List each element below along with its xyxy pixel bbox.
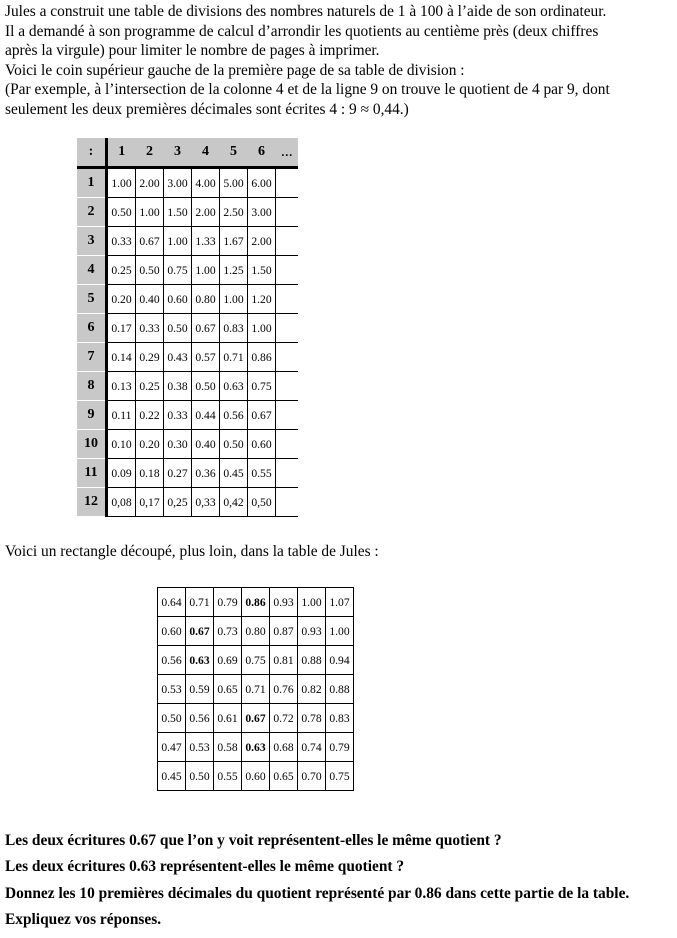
division-table-row (77, 459, 298, 488)
division-table (77, 138, 298, 517)
row-header: 7 (77, 343, 107, 372)
division-table-cell: 0.43 (164, 343, 192, 372)
division-table-cell: 0.86 (248, 343, 276, 372)
division-table-trailing-cell (276, 430, 299, 459)
rectangle-cell: 0.71 (242, 675, 270, 704)
column-header: 1 (107, 138, 136, 168)
rectangle-cell: 0.71 (186, 588, 214, 617)
division-table-cell: 0.09 (107, 459, 136, 488)
rectangle-cell: 0.74 (298, 733, 326, 762)
division-table-trailing-cell (276, 285, 299, 314)
division-table-cell: 5.00 (220, 168, 248, 198)
division-table-cell: 0.25 (136, 372, 164, 401)
division-table-trailing-cell (276, 488, 299, 517)
intro-line: seulement les deux premières décimales sont écrites 4 : 9 ≈ 0,44.) (5, 100, 409, 118)
rectangle-cell: 0.65 (214, 675, 242, 704)
division-table-trailing-cell (276, 314, 299, 343)
division-table-cell: 0.13 (107, 372, 136, 401)
division-table-cell: 0.75 (164, 256, 192, 285)
division-table-cell: 0.44 (192, 401, 220, 430)
rectangle-cell: 0.58 (214, 733, 242, 762)
division-table-row (77, 488, 298, 517)
division-table-cell: 0.60 (248, 430, 276, 459)
intro-line: après la virgule) pour limiter le nombre de pages à imprimer. (5, 42, 380, 60)
division-table-cell: 0.80 (192, 285, 220, 314)
rectangle-row (158, 733, 354, 762)
row-header: 4 (77, 256, 107, 285)
rectangle-cell: 0.53 (186, 733, 214, 762)
division-table-row (77, 256, 298, 285)
division-table-cell: 1.00 (107, 168, 136, 198)
division-table-cell: 0.55 (248, 459, 276, 488)
division-table-cell: 1.33 (192, 227, 220, 256)
intro-line: Il a demandé à son programme de calcul d’arrondir les quotients au centième près (deux chiffres (5, 22, 599, 40)
division-table-cell: 0.83 (220, 314, 248, 343)
row-header: 9 (77, 401, 107, 430)
intro-line: Jules a construit une table de divisions des nombres naturels de 1 à 100 à l’aide de son ordinateur. (5, 3, 607, 20)
division-table-cell: 0.67 (136, 227, 164, 256)
rectangle-cell: 0.63 (242, 733, 270, 762)
question-line: Les deux écritures 0.67 que l’on y voit représentent-elles le même quotient ? (5, 832, 502, 849)
rectangle-table (157, 587, 354, 791)
division-table-cell: 0,42 (220, 488, 248, 517)
division-table-cell: 0.67 (192, 314, 220, 343)
row-header: 3 (77, 227, 107, 256)
division-table-cell: 2.00 (248, 227, 276, 256)
rectangle-cell: 0.64 (158, 588, 186, 617)
division-table-cell: 1.67 (220, 227, 248, 256)
rectangle-cell: 0.65 (270, 762, 298, 791)
division-table-cell: 0.50 (107, 198, 136, 227)
rectangle-cell: 0.86 (242, 588, 270, 617)
division-table-cell: 0.20 (107, 285, 136, 314)
column-header: 4 (192, 138, 220, 168)
column-header-ellipsis: … (276, 138, 299, 168)
rectangle-row (158, 675, 354, 704)
division-table-cell: 2.00 (192, 198, 220, 227)
division-table-cell: 0.40 (136, 285, 164, 314)
rectangle-intro: Voici un rectangle découpé, plus loin, dans la table de Jules : (5, 543, 379, 560)
division-table-cell: 0.50 (192, 372, 220, 401)
division-table-cell: 0.67 (248, 401, 276, 430)
rectangle-cell: 0.75 (326, 762, 354, 791)
division-table-cell: 0.33 (164, 401, 192, 430)
question-line: Expliquez vos réponses. (5, 911, 162, 929)
division-table-cell: 0.33 (136, 314, 164, 343)
division-table-cell: 2.50 (220, 198, 248, 227)
rectangle-cell: 0.93 (270, 588, 298, 617)
division-table-cell: 6.00 (248, 168, 276, 198)
rectangle-cell: 0.78 (298, 704, 326, 733)
division-table-cell: 0.11 (107, 401, 136, 430)
division-table-cell: 1.00 (192, 256, 220, 285)
division-table-cell: 3.00 (164, 168, 192, 198)
rectangle-cell: 0.69 (214, 646, 242, 675)
rectangle-cell: 0.63 (186, 646, 214, 675)
rectangle-cell: 0.79 (214, 588, 242, 617)
division-table-cell: 2.00 (136, 168, 164, 198)
intro-text (5, 2, 675, 120)
rectangle-cell: 0.60 (242, 762, 270, 791)
division-table-cell: 0.38 (164, 372, 192, 401)
rectangle-cell: 0.70 (298, 762, 326, 791)
rectangle-row (158, 646, 354, 675)
division-table-cell: 1.00 (220, 285, 248, 314)
division-table-cell: 1.25 (220, 256, 248, 285)
rectangle-row (158, 588, 354, 617)
division-table-cell: 0.10 (107, 430, 136, 459)
division-table-row (77, 285, 298, 314)
rectangle-cell: 0.80 (242, 617, 270, 646)
row-header: 10 (77, 430, 107, 459)
division-table-cell: 0.56 (220, 401, 248, 430)
row-header: 8 (77, 372, 107, 401)
questions (5, 828, 675, 934)
column-header: 2 (136, 138, 164, 168)
division-table-cell: 0.60 (164, 285, 192, 314)
division-table-cell: 1.00 (248, 314, 276, 343)
row-header: 12 (77, 488, 107, 517)
intro-line: Voici le coin supérieur gauche de la première page de sa table de division : (5, 61, 465, 79)
division-table-cell: 1.50 (164, 198, 192, 227)
division-table-cell: 0.27 (164, 459, 192, 488)
division-table-cell: 0.75 (248, 372, 276, 401)
row-header: 2 (77, 198, 107, 227)
division-table-trailing-cell (276, 227, 299, 256)
division-table-trailing-cell (276, 198, 299, 227)
division-table-row (77, 430, 298, 459)
rectangle-cell: 0.56 (158, 646, 186, 675)
rectangle-cell: 0.88 (298, 646, 326, 675)
rectangle-cell: 1.00 (298, 588, 326, 617)
division-table-cell: 0,33 (192, 488, 220, 517)
rectangle-cell: 0.68 (270, 733, 298, 762)
division-table-cell: 0.33 (107, 227, 136, 256)
rectangle-cell: 0.82 (298, 675, 326, 704)
division-table-corner: : (77, 138, 107, 168)
intro-line: (Par exemple, à l’intersection de la colonne 4 et de la ligne 9 on trouve le quotient de 4 par 9, dont (5, 81, 610, 99)
rectangle-cell: 0.79 (326, 733, 354, 762)
rectangle-cell: 0.47 (158, 733, 186, 762)
question-line: Les deux écritures 0.63 représentent-elles le même quotient ? (5, 858, 405, 876)
question-line: Donnez les 10 premières décimales du quotient représenté par 0.86 dans cette partie de la table. (5, 884, 630, 902)
rectangle-cell: 0.94 (326, 646, 354, 675)
row-header: 1 (77, 168, 107, 198)
division-table-cell: 0,25 (164, 488, 192, 517)
rectangle-cell: 0.76 (270, 675, 298, 704)
division-table-trailing-cell (276, 401, 299, 430)
rectangle-cell: 0.73 (214, 617, 242, 646)
row-header: 11 (77, 459, 107, 488)
division-table-cell: 0.25 (107, 256, 136, 285)
rectangle-cell: 0.67 (242, 704, 270, 733)
division-table-row (77, 372, 298, 401)
division-table-cell: 0.17 (107, 314, 136, 343)
rectangle-cell: 0.87 (270, 617, 298, 646)
division-table-trailing-cell (276, 459, 299, 488)
division-table-cell: 0.14 (107, 343, 136, 372)
rectangle-cell: 0.55 (214, 762, 242, 791)
rectangle-row (158, 762, 354, 791)
division-table-cell: 1.00 (164, 227, 192, 256)
division-table-cell: 0.50 (136, 256, 164, 285)
row-header: 5 (77, 285, 107, 314)
division-table-trailing-cell (276, 343, 299, 372)
rectangle-cell: 1.00 (326, 617, 354, 646)
column-header: 3 (164, 138, 192, 168)
rectangle-cell: 0.50 (158, 704, 186, 733)
division-table-cell: 0.18 (136, 459, 164, 488)
rectangle-cell: 0.61 (214, 704, 242, 733)
rectangle-cell: 0.59 (186, 675, 214, 704)
division-table-trailing-cell (276, 168, 299, 198)
rectangle-row (158, 617, 354, 646)
division-table-cell: 1.20 (248, 285, 276, 314)
division-table-cell: 0.45 (220, 459, 248, 488)
row-header: 6 (77, 314, 107, 343)
rectangle-cell: 1.07 (326, 588, 354, 617)
division-table-row (77, 314, 298, 343)
division-table-row (77, 198, 298, 227)
division-table-cell: 0.63 (220, 372, 248, 401)
division-table-trailing-cell (276, 372, 299, 401)
column-header: 5 (220, 138, 248, 168)
division-table-cell: 1.00 (136, 198, 164, 227)
division-table-cell: 0.22 (136, 401, 164, 430)
division-table-header-row (77, 138, 298, 168)
division-table-row (77, 401, 298, 430)
division-table-cell: 0.57 (192, 343, 220, 372)
rectangle-cell: 0.83 (326, 704, 354, 733)
rectangle-cell: 0.50 (186, 762, 214, 791)
division-table-cell: 0.71 (220, 343, 248, 372)
division-table-cell: 0.40 (192, 430, 220, 459)
division-table-cell: 1.50 (248, 256, 276, 285)
rectangle-cell: 0.72 (270, 704, 298, 733)
division-table-cell: 0,17 (136, 488, 164, 517)
rectangle-cell: 0.81 (270, 646, 298, 675)
division-table-row (77, 168, 298, 198)
rectangle-cell: 0.75 (242, 646, 270, 675)
rectangle-cell: 0.56 (186, 704, 214, 733)
division-table-cell: 0.50 (164, 314, 192, 343)
rectangle-cell: 0.60 (158, 617, 186, 646)
division-table-row (77, 227, 298, 256)
rectangle-cell: 0.67 (186, 617, 214, 646)
division-table-cell: 0.20 (136, 430, 164, 459)
division-table-cell: 0.50 (220, 430, 248, 459)
division-table-row (77, 343, 298, 372)
division-table-cell: 0.29 (136, 343, 164, 372)
division-table-cell: 4.00 (192, 168, 220, 198)
rectangle-row (158, 704, 354, 733)
division-table-cell: 0,50 (248, 488, 276, 517)
rectangle-cell: 0.53 (158, 675, 186, 704)
rectangle-cell: 0.88 (326, 675, 354, 704)
division-table-cell: 3.00 (248, 198, 276, 227)
division-table-trailing-cell (276, 256, 299, 285)
rectangle-cell: 0.45 (158, 762, 186, 791)
rectangle-cell: 0.93 (298, 617, 326, 646)
division-table-cell: 0.30 (164, 430, 192, 459)
division-table-cell: 0.36 (192, 459, 220, 488)
column-header: 6 (248, 138, 276, 168)
division-table-cell: 0,08 (107, 488, 136, 517)
